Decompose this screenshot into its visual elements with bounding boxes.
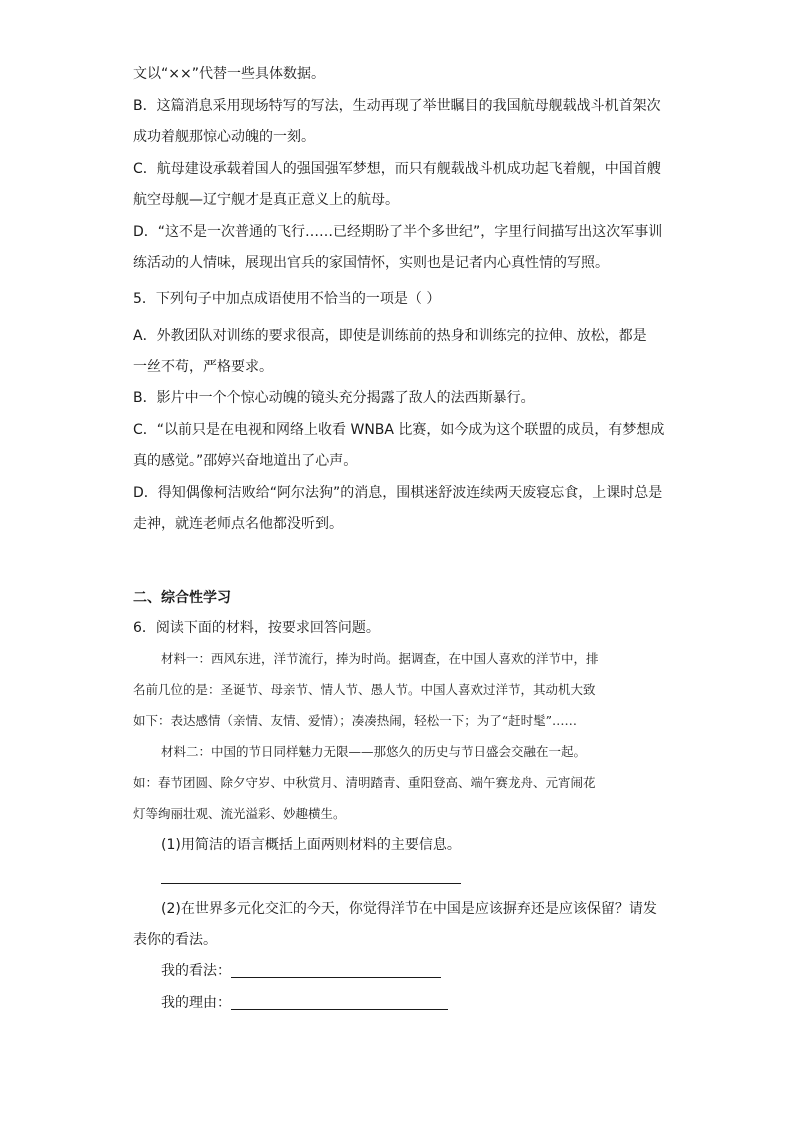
q5-line: 走神，就连老师点名他都没听到。 [133, 516, 343, 532]
q5-line: 真的感觉。”邵婷兴奋地道出了心声。 [133, 453, 358, 469]
q4-line: 练活动的人情味，展现出官兵的家国情怀，实则也是记者内心真性情的写照。 [133, 255, 609, 271]
my-reason-label: 我的理由： [161, 995, 231, 1011]
q4-line: 文以“××”代替一些具体数据。 [133, 66, 325, 82]
q5-option-c: C．“以前只是在电视和网络上收看 WNBA 比赛，如今成为这个联盟的成员，有梦想成 [133, 422, 665, 438]
q6-stem: 6．阅读下面的材料，按要求回答问题。 [133, 620, 380, 636]
q6-sub1: (1)用简洁的语言概括上面两则材料的主要信息。 [161, 837, 461, 853]
material-line: 名前几位的是：圣诞节、母亲节、情人节、愚人节。中国人喜欢过洋节，其动机大致 [133, 682, 596, 697]
section-heading: 二、综合性学习 [133, 590, 231, 606]
answer-line-1[interactable] [161, 883, 461, 884]
material-line: 如下：表达感情（亲情、友情、爱情）；凑凑热闹，轻松一下；为了“赶时髦”…… [133, 713, 578, 728]
q5-option-b: B．影片中一个个惊心动魄的镜头充分揭露了敌人的法西斯暴行。 [133, 390, 535, 406]
my-view-label: 我的看法： [161, 963, 231, 979]
my-reason-answer-line[interactable] [231, 1009, 448, 1010]
q4-line: 航空母舰—辽宁舰才是真正意义上的航母。 [133, 192, 399, 208]
material-line: 如：春节团圆、除夕守岁、中秋赏月、清明踏青、重阳登高、端午赛龙舟、元宵闹花 [133, 775, 596, 790]
q4-option-b: B．这篇消息采用现场特写的写法，生动再现了举世瞩目的我国航母舰载战斗机首架次 [133, 98, 661, 114]
material-line: 灯等绚丽壮观、流光溢彩、妙趣横生。 [133, 806, 346, 821]
q6-sub2-line: 表你的看法。 [133, 932, 217, 948]
q4-option-d: D．“这不是一次普通的飞行……已经期盼了半个多世纪”，字里行间描写出这次军事训 [133, 224, 663, 240]
material-line: 材料二：中国的节日同样魅力无限——那悠久的历史与节日盛会交融在一起。 [161, 744, 587, 759]
q6-sub2: (2)在世界多元化交汇的今天，你觉得洋节在中国是应该摒弃还是应该保留？请发 [161, 901, 657, 917]
q5-stem: 5．下列句子中加点成语使用不恰当的一项是（ ） [133, 291, 441, 307]
q4-line: 成功着舰那惊心动魄的一刻。 [133, 129, 315, 145]
q5-option-d: D．得知偶像柯洁败给“阿尔法狗”的消息，围棋迷舒波连续两天废寝忘食，上课时总是 [133, 485, 663, 501]
q4-option-c: C．航母建设承载着国人的强国强军梦想，而只有舰载战斗机成功起飞着舰，中国首艘 [133, 161, 661, 177]
q5-line: 一丝不苟，严格要求。 [133, 359, 273, 375]
material-line: 材料一：西风东进，洋节流行，捧为时尚。据调查，在中国人喜欢的洋节中，排 [161, 651, 599, 666]
my-view-answer-line[interactable] [231, 977, 441, 978]
q5-option-a: A．外教团队对训练的要求很高，即使是训练前的热身和训练完的拉伸、放松，都是 [133, 328, 647, 344]
